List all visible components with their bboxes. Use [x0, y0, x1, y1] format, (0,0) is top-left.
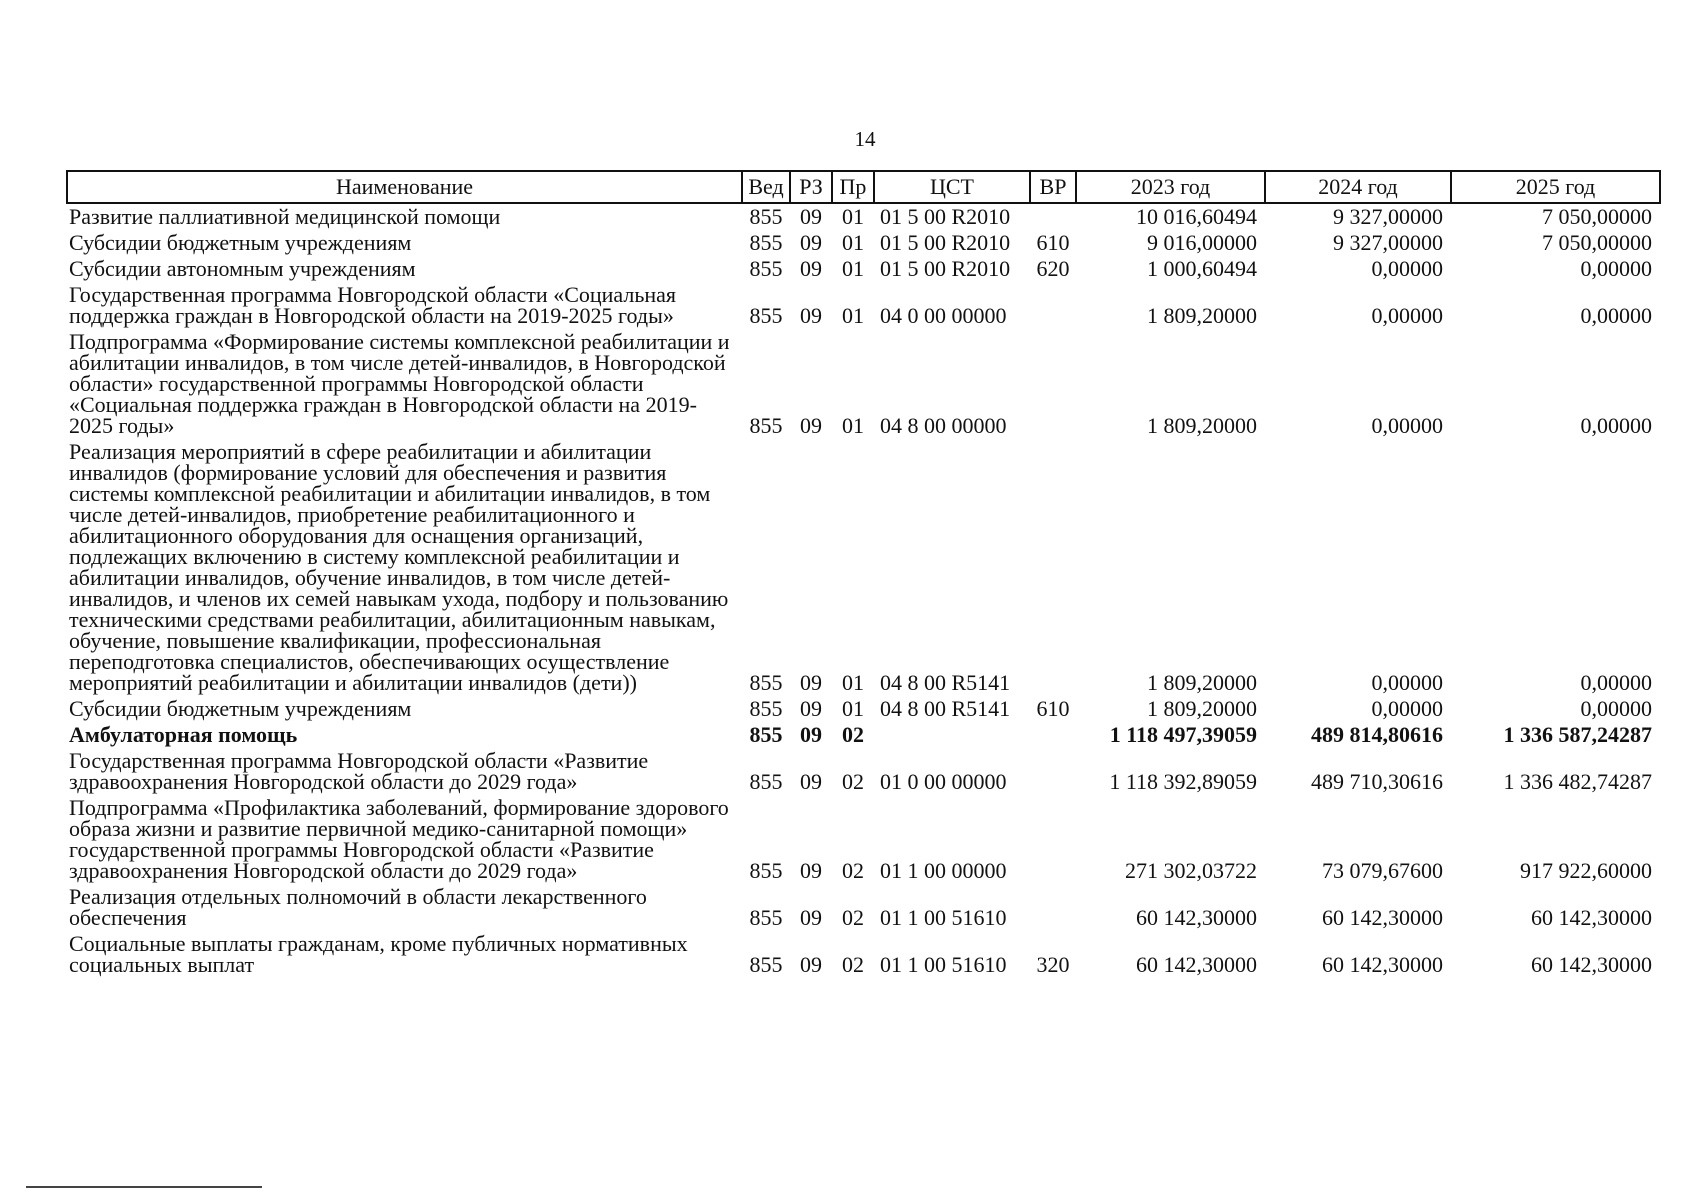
cell-cst: 04 8 00 00000 — [880, 413, 1007, 438]
cell-2024: 489 814,80616 — [1311, 722, 1443, 747]
cell-rz: 09 — [800, 230, 822, 255]
cell-2024: 0,00000 — [1371, 303, 1443, 328]
cell-2024: 0,00000 — [1371, 696, 1443, 721]
cell-ved: 855 — [749, 952, 783, 977]
cell-ved: 855 — [749, 670, 783, 695]
cell-2025: 917 922,60000 — [1520, 858, 1652, 883]
header-2025: 2025 год — [1451, 171, 1660, 203]
cell-name: Субсидии автономным учреждениям — [69, 256, 416, 281]
cell-rz: 09 — [800, 952, 822, 977]
cell-rz: 09 — [800, 722, 822, 747]
cell-name: Реализация отдельных полномочий в области лекарственного обеспечения — [69, 884, 647, 930]
cell-rz: 09 — [800, 696, 822, 721]
cell-pr: 02 — [842, 952, 864, 977]
cell-pr: 01 — [842, 670, 864, 695]
cell-2025: 0,00000 — [1580, 670, 1652, 695]
cell-pr: 02 — [842, 905, 864, 930]
cell-2025: 60 142,30000 — [1531, 905, 1652, 930]
cell-rz: 09 — [800, 256, 822, 281]
cell-ved: 855 — [749, 204, 783, 229]
table-header-row — [67, 171, 1660, 203]
cell-pr: 02 — [842, 858, 864, 883]
cell-cst: 04 8 00 R5141 — [880, 670, 1011, 695]
table-row — [67, 795, 1660, 884]
cell-2023: 1 809,20000 — [1147, 696, 1257, 721]
cell-pr: 01 — [842, 696, 864, 721]
cell-2025: 7 050,00000 — [1542, 204, 1652, 229]
cell-2024: 73 079,67600 — [1322, 858, 1443, 883]
cell-cst: 01 1 00 51610 — [880, 952, 1007, 977]
cell-ved: 855 — [749, 256, 783, 281]
cell-2024: 0,00000 — [1371, 256, 1443, 281]
cell-2023: 9 016,00000 — [1147, 230, 1257, 255]
table-row — [67, 256, 1660, 282]
cell-2025: 1 336 587,24287 — [1503, 722, 1652, 747]
cell-2023: 1 809,20000 — [1147, 303, 1257, 328]
cell-name: Субсидии бюджетным учреждениям — [69, 696, 412, 721]
cell-ved: 855 — [749, 696, 783, 721]
budget-table — [66, 170, 1661, 978]
cell-vr: 320 — [1036, 952, 1070, 977]
cell-vr — [1030, 439, 1076, 696]
cell-name: Реализация мероприятий в сфере реабилитации и абилитации инвалидов (формирование условий для обеспечения и развития системы комплексной реабилитации и абилитации инвалидов, в том числе детей-инвалидов, приобретение реабилитационного и абилитационного оборудования для оснащения организаций, подлежащих включению в систему комплексной реабилитации и абилитации инвалидов, обучение инвалидов, в том числе детей-инвалидов, и членов их семей навыкам ухода, подбору и пользованию техническими средствами реабилитации, абилитационным навыкам, обучение, повышение квалификации, профессиональная переподготовка специалистов, обеспечивающих осуществление мероприятий реабилитации и абилитации инвалидов (дети)) — [69, 439, 729, 695]
cell-name: Развитие паллиативной медицинской помощи — [69, 204, 501, 229]
header-ved: Вед — [742, 171, 790, 203]
cell-2023: 10 016,60494 — [1136, 204, 1257, 229]
table-row — [67, 230, 1660, 256]
cell-2025: 1 336 482,74287 — [1503, 769, 1652, 794]
header-pr: Пр — [832, 171, 874, 203]
cell-ved: 855 — [749, 722, 783, 747]
cell-pr: 02 — [842, 722, 864, 747]
cell-2023: 1 809,20000 — [1147, 670, 1257, 695]
cell-cst: 01 0 00 00000 — [880, 769, 1007, 794]
cell-rz: 09 — [800, 769, 822, 794]
page-number: 14 — [854, 127, 876, 151]
cell-cst: 04 8 00 R5141 — [880, 696, 1011, 721]
cell-ved: 855 — [749, 230, 783, 255]
budget-table-container — [66, 170, 1659, 978]
cell-2023: 1 118 497,39059 — [1109, 722, 1257, 747]
cell-2023: 60 142,30000 — [1136, 952, 1257, 977]
header-name: Наименование — [67, 171, 742, 203]
cell-2025: 7 050,00000 — [1542, 230, 1652, 255]
cell-cst: 01 1 00 00000 — [880, 858, 1007, 883]
cell-2024: 489 710,30616 — [1311, 769, 1443, 794]
table-row — [67, 931, 1660, 978]
cell-name: Амбулаторная помощь — [69, 722, 298, 747]
cell-2025: 0,00000 — [1580, 696, 1652, 721]
cell-name: Государственная программа Новгородской области «Развитие здравоохранения Новгородской области до 2029 года» — [69, 748, 649, 794]
cell-2025: 0,00000 — [1580, 256, 1652, 281]
cell-2024: 60 142,30000 — [1322, 905, 1443, 930]
footer-divider — [26, 1186, 262, 1188]
cell-2024: 0,00000 — [1371, 670, 1443, 695]
cell-cst: 01 5 00 R2010 — [880, 204, 1011, 229]
cell-rz: 09 — [800, 905, 822, 930]
header-rz: РЗ — [790, 171, 832, 203]
cell-ved: 855 — [749, 769, 783, 794]
table-row — [67, 884, 1660, 931]
cell-pr: 01 — [842, 303, 864, 328]
cell-rz: 09 — [800, 303, 822, 328]
table-row — [67, 329, 1660, 439]
table-body — [67, 203, 1660, 978]
cell-ved: 855 — [749, 905, 783, 930]
cell-vr — [1030, 884, 1076, 931]
cell-2024: 0,00000 — [1371, 413, 1443, 438]
table-row — [67, 722, 1660, 748]
cell-ved: 855 — [749, 858, 783, 883]
cell-name: Субсидии бюджетным учреждениям — [69, 230, 412, 255]
cell-pr: 02 — [842, 769, 864, 794]
header-vr: ВР — [1030, 171, 1076, 203]
cell-cst: 01 5 00 R2010 — [880, 230, 1011, 255]
cell-cst — [874, 722, 1030, 748]
cell-pr: 01 — [842, 256, 864, 281]
cell-2025: 60 142,30000 — [1531, 952, 1652, 977]
cell-2023: 60 142,30000 — [1136, 905, 1257, 930]
cell-rz: 09 — [800, 413, 822, 438]
cell-2023: 1 118 392,89059 — [1109, 769, 1257, 794]
cell-rz: 09 — [800, 858, 822, 883]
table-row — [67, 282, 1660, 329]
cell-rz: 09 — [800, 670, 822, 695]
cell-cst: 04 0 00 00000 — [880, 303, 1007, 328]
cell-vr: 620 — [1036, 256, 1070, 281]
cell-vr — [1030, 282, 1076, 329]
cell-vr — [1030, 795, 1076, 884]
cell-pr: 01 — [842, 230, 864, 255]
cell-ved: 855 — [749, 413, 783, 438]
header-2024: 2024 год — [1265, 171, 1451, 203]
cell-2024: 9 327,00000 — [1333, 204, 1443, 229]
cell-rz: 09 — [800, 204, 822, 229]
cell-pr: 01 — [842, 204, 864, 229]
table-row — [67, 748, 1660, 795]
cell-name: Подпрограмма «Формирование системы комплексной реабилитации и абилитации инвалидов, в том числе детей-инвалидов, в Новгородской области» государственной программы Новгородской области «Социальная поддержка граждан в Новгородской области на 2019-2025 годы» — [69, 329, 730, 438]
cell-2025: 0,00000 — [1580, 413, 1652, 438]
table-row — [67, 696, 1660, 722]
cell-pr: 01 — [842, 413, 864, 438]
cell-vr — [1030, 722, 1076, 748]
cell-2025: 0,00000 — [1580, 303, 1652, 328]
table-row — [67, 203, 1660, 230]
cell-2023: 1 809,20000 — [1147, 413, 1257, 438]
cell-cst: 01 1 00 51610 — [880, 905, 1007, 930]
cell-2023: 271 302,03722 — [1125, 858, 1257, 883]
cell-vr: 610 — [1036, 230, 1070, 255]
cell-ved: 855 — [749, 303, 783, 328]
cell-cst: 01 5 00 R2010 — [880, 256, 1011, 281]
cell-2024: 60 142,30000 — [1322, 952, 1443, 977]
cell-name: Подпрограмма «Профилактика заболеваний, формирование здорового образа жизни и развитие первичной медико-санитарной помощи» государственной программы Новгородской области «Развитие здравоохранения Новгородской области до 2029 года» — [69, 795, 729, 883]
header-cst: ЦСТ — [874, 171, 1030, 203]
table-row — [67, 439, 1660, 696]
cell-vr — [1030, 203, 1076, 230]
cell-2024: 9 327,00000 — [1333, 230, 1443, 255]
cell-vr — [1030, 748, 1076, 795]
cell-vr — [1030, 329, 1076, 439]
cell-name: Государственная программа Новгородской области «Социальная поддержка граждан в Новгородской области на 2019-2025 годы» — [69, 282, 677, 328]
header-2023: 2023 год — [1076, 171, 1265, 203]
cell-2023: 1 000,60494 — [1147, 256, 1257, 281]
cell-name: Социальные выплаты гражданам, кроме публичных нормативных социальных выплат — [69, 931, 688, 977]
cell-vr: 610 — [1036, 696, 1070, 721]
